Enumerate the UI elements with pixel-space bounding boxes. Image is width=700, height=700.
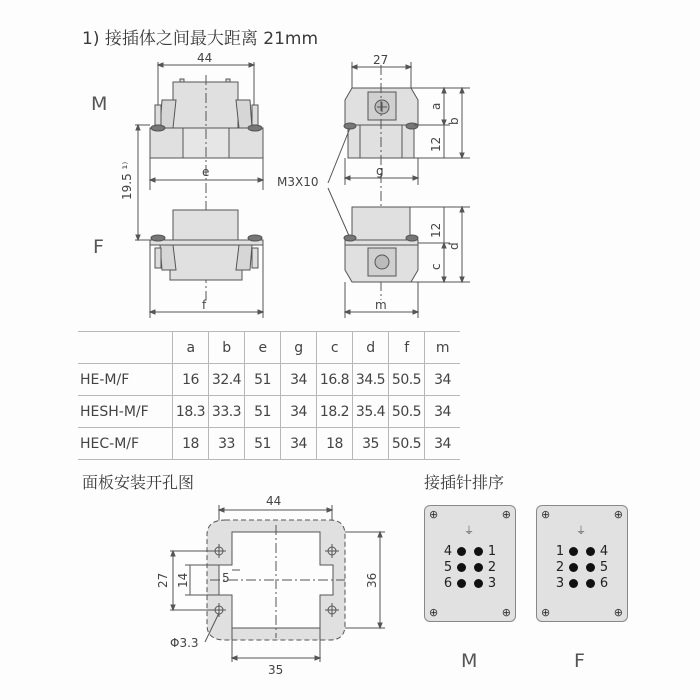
dim-19-5: 19.5 ¹⁾ bbox=[120, 161, 134, 200]
cell: 18.2 bbox=[317, 396, 353, 428]
dim-a: a bbox=[429, 102, 443, 110]
header-cell: m bbox=[425, 332, 461, 364]
pin-arrangement-title: 接插针排序 bbox=[424, 473, 505, 492]
pin-number: 3 bbox=[555, 576, 565, 591]
cut-dim-27: 27 bbox=[156, 572, 170, 588]
male-label: M bbox=[91, 93, 108, 115]
pin-number: 4 bbox=[599, 544, 609, 559]
pin-number: 1 bbox=[555, 544, 565, 559]
pin-dot bbox=[569, 579, 578, 588]
cell: 51 bbox=[245, 364, 281, 396]
dim-12-bottom: 12 bbox=[429, 222, 443, 238]
crosshair-icon: ⊕ bbox=[429, 508, 439, 521]
dim-e: e bbox=[202, 165, 210, 179]
header-cell: c bbox=[317, 332, 353, 364]
cut-dim-36: 36 bbox=[365, 572, 379, 588]
ground-icon: ⏚ bbox=[576, 526, 586, 537]
pin-dot bbox=[457, 563, 466, 572]
cell: 34 bbox=[281, 364, 317, 396]
dim-m: m bbox=[375, 298, 387, 312]
male-pin-label: M bbox=[461, 650, 478, 672]
female-label: F bbox=[93, 236, 104, 258]
dim-c: c bbox=[429, 263, 443, 270]
row-name: HE-M/F bbox=[78, 364, 173, 396]
cell: 34.5 bbox=[353, 364, 389, 396]
cell: 34 bbox=[425, 364, 461, 396]
dim-d: d bbox=[447, 242, 461, 250]
cell: 35.4 bbox=[353, 396, 389, 428]
cell: 33 bbox=[209, 428, 245, 460]
female-pin-label: F bbox=[574, 650, 585, 672]
pin-number: 5 bbox=[599, 560, 609, 575]
pin-dot bbox=[586, 579, 595, 588]
panel-cutout-title: 面板安装开孔图 bbox=[82, 473, 195, 492]
pin-dot bbox=[457, 579, 466, 588]
pin-number: 6 bbox=[599, 576, 609, 591]
pin-dot bbox=[586, 547, 595, 556]
cell: 16.8 bbox=[317, 364, 353, 396]
pin-dot bbox=[474, 547, 483, 556]
dim-44-top: 44 bbox=[197, 51, 213, 65]
cut-dim-hole: Φ3.3 bbox=[170, 636, 199, 650]
cell: 32.4 bbox=[209, 364, 245, 396]
dim-27: 27 bbox=[373, 53, 389, 67]
pin-number: 4 bbox=[443, 544, 453, 559]
header-cell bbox=[78, 332, 173, 364]
crosshair-icon: ⊕ bbox=[541, 606, 551, 619]
pin-dot bbox=[474, 563, 483, 572]
dim-b: b bbox=[447, 117, 461, 125]
pin-dot bbox=[586, 563, 595, 572]
cell: 34 bbox=[425, 396, 461, 428]
cell: 50.5 bbox=[389, 364, 425, 396]
pin-number: 3 bbox=[487, 576, 497, 591]
crosshair-icon: ⊕ bbox=[501, 606, 511, 619]
row-name: HESH-M/F bbox=[78, 396, 173, 428]
header-cell: f bbox=[389, 332, 425, 364]
pin-number: 2 bbox=[487, 560, 497, 575]
cut-dim-35: 35 bbox=[268, 663, 284, 677]
screw-label: M3X10 bbox=[277, 175, 319, 189]
cell: 50.5 bbox=[389, 396, 425, 428]
cell: 51 bbox=[245, 396, 281, 428]
ground-icon: ⏚ bbox=[464, 526, 474, 537]
cell: 33.3 bbox=[209, 396, 245, 428]
cell: 18 bbox=[317, 428, 353, 460]
table-header-row bbox=[78, 332, 460, 364]
cell: 34 bbox=[281, 428, 317, 460]
header-cell: e bbox=[245, 332, 281, 364]
dim-f: f bbox=[202, 298, 207, 312]
header-cell: a bbox=[173, 332, 209, 364]
pin-number: 5 bbox=[443, 560, 453, 575]
header-cell: b bbox=[209, 332, 245, 364]
pin-number: 2 bbox=[555, 560, 565, 575]
pin-dot bbox=[569, 547, 578, 556]
crosshair-icon: ⊕ bbox=[613, 606, 623, 619]
cell: 34 bbox=[281, 396, 317, 428]
table-row bbox=[78, 364, 460, 396]
cut-dim-14: 14 bbox=[176, 572, 190, 588]
panel-cutout-drawing bbox=[0, 490, 410, 700]
cell: 51 bbox=[245, 428, 281, 460]
cell: 18 bbox=[173, 428, 209, 460]
crosshair-icon: ⊕ bbox=[541, 508, 551, 521]
cell: 16 bbox=[173, 364, 209, 396]
row-name: HEC-M/F bbox=[78, 428, 173, 460]
cell: 18.3 bbox=[173, 396, 209, 428]
cut-dim-5: 5 bbox=[222, 571, 230, 585]
crosshair-icon: ⊕ bbox=[613, 508, 623, 521]
male-pin-face bbox=[424, 505, 516, 622]
connector-drawing bbox=[0, 0, 700, 330]
dimensions-table bbox=[78, 331, 460, 460]
pin-number: 1 bbox=[487, 544, 497, 559]
cell: 34 bbox=[425, 428, 461, 460]
cell: 35 bbox=[353, 428, 389, 460]
table-row bbox=[78, 396, 460, 428]
pin-dot bbox=[569, 563, 578, 572]
pin-dot bbox=[457, 547, 466, 556]
dim-g: g bbox=[376, 164, 384, 178]
cell: 50.5 bbox=[389, 428, 425, 460]
pin-number: 6 bbox=[443, 576, 453, 591]
female-pin-face bbox=[536, 505, 628, 622]
dim-12-top: 12 bbox=[429, 136, 443, 152]
cut-dim-44: 44 bbox=[266, 494, 282, 508]
pin-dot bbox=[474, 579, 483, 588]
header-cell: g bbox=[281, 332, 317, 364]
table-row bbox=[78, 428, 460, 460]
crosshair-icon: ⊕ bbox=[501, 508, 511, 521]
header-cell: d bbox=[353, 332, 389, 364]
page-title: 1) 接插体之间最大距离 21mm bbox=[82, 29, 319, 49]
crosshair-icon: ⊕ bbox=[429, 606, 439, 619]
